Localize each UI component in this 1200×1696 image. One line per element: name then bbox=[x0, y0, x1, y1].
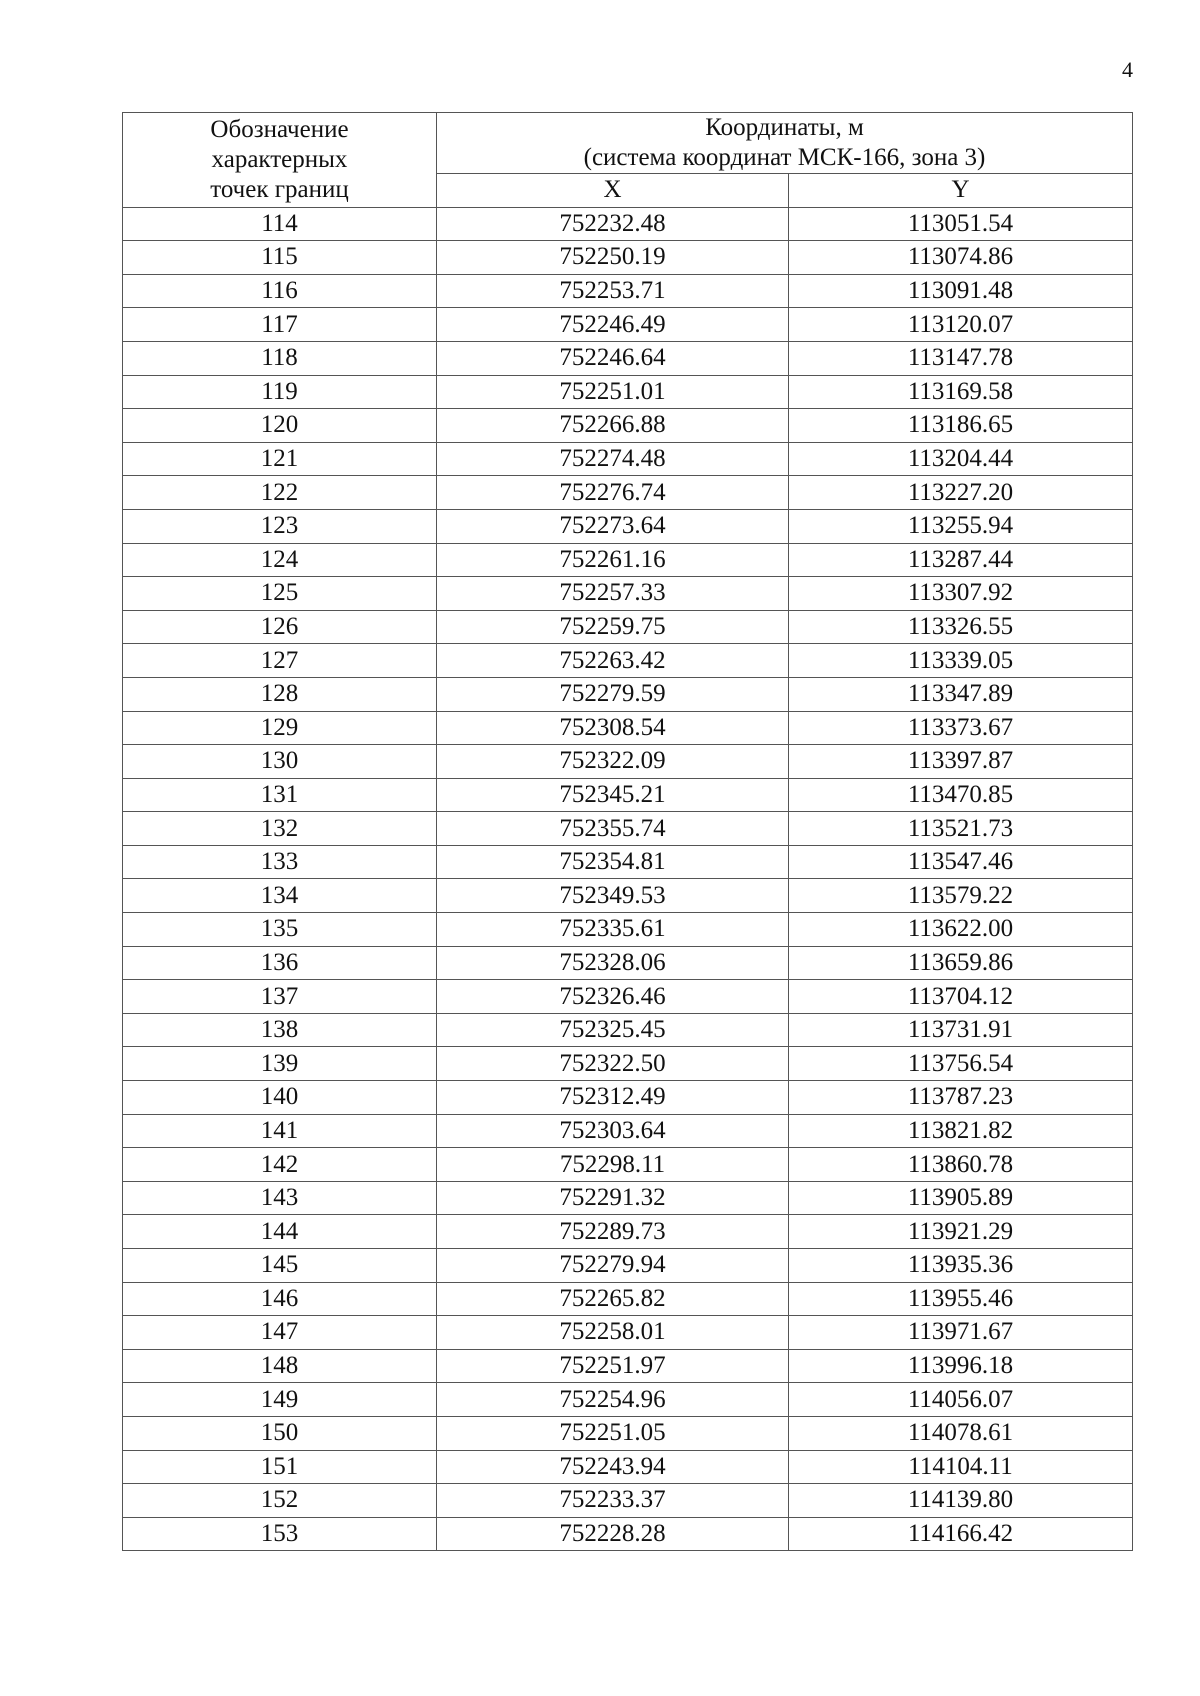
x-coordinate-cell: 752349.53 bbox=[437, 879, 789, 913]
y-coordinate-cell: 113255.94 bbox=[789, 509, 1133, 543]
y-coordinate-cell: 113186.65 bbox=[789, 409, 1133, 443]
x-coordinate-cell: 752312.49 bbox=[437, 1081, 789, 1115]
x-coordinate-cell: 752246.49 bbox=[437, 308, 789, 342]
x-coordinate-cell: 752289.73 bbox=[437, 1215, 789, 1249]
table-row bbox=[123, 308, 1133, 342]
point-header-line-2: характерных bbox=[211, 145, 348, 173]
y-coordinate-cell: 114104.11 bbox=[789, 1450, 1133, 1484]
x-coordinate-cell: 752354.81 bbox=[437, 845, 789, 879]
y-coordinate-cell: 113731.91 bbox=[789, 1013, 1133, 1047]
y-coordinate-cell: 113622.00 bbox=[789, 913, 1133, 947]
y-coordinate-cell: 114139.80 bbox=[789, 1484, 1133, 1518]
point-cell: 139 bbox=[123, 1047, 437, 1081]
coordinates-column-header bbox=[437, 113, 1133, 174]
point-cell: 150 bbox=[123, 1416, 437, 1450]
y-column-header: Y bbox=[789, 174, 1133, 208]
point-column-header bbox=[123, 113, 437, 208]
coords-header-line-1: Координаты, м bbox=[705, 114, 864, 141]
table-row bbox=[123, 241, 1133, 275]
table-row bbox=[123, 409, 1133, 443]
x-coordinate-cell: 752273.64 bbox=[437, 509, 789, 543]
table-row bbox=[123, 1148, 1133, 1182]
table-row bbox=[123, 644, 1133, 678]
point-cell: 151 bbox=[123, 1450, 437, 1484]
table-row bbox=[123, 980, 1133, 1014]
table-row bbox=[123, 1383, 1133, 1417]
point-cell: 115 bbox=[123, 241, 437, 275]
table-row bbox=[123, 946, 1133, 980]
x-coordinate-cell: 752251.05 bbox=[437, 1416, 789, 1450]
y-coordinate-cell: 113051.54 bbox=[789, 207, 1133, 241]
point-cell: 137 bbox=[123, 980, 437, 1014]
table-row bbox=[123, 1282, 1133, 1316]
y-coordinate-cell: 113704.12 bbox=[789, 980, 1133, 1014]
x-coordinate-cell: 752243.94 bbox=[437, 1450, 789, 1484]
table-row bbox=[123, 543, 1133, 577]
coords-header-line-2: (система координат МСК-166, зона 3) bbox=[583, 144, 986, 171]
table-row bbox=[123, 879, 1133, 913]
y-coordinate-cell: 113659.86 bbox=[789, 946, 1133, 980]
y-coordinate-cell: 113905.89 bbox=[789, 1181, 1133, 1215]
x-coordinate-cell: 752328.06 bbox=[437, 946, 789, 980]
y-coordinate-cell: 113935.36 bbox=[789, 1249, 1133, 1283]
y-coordinate-cell: 113547.46 bbox=[789, 845, 1133, 879]
point-cell: 131 bbox=[123, 778, 437, 812]
table-row bbox=[123, 1349, 1133, 1383]
point-cell: 132 bbox=[123, 812, 437, 846]
table-row bbox=[123, 1316, 1133, 1350]
y-coordinate-cell: 114056.07 bbox=[789, 1383, 1133, 1417]
table-row bbox=[123, 375, 1133, 409]
coordinates-table bbox=[122, 112, 1133, 1551]
point-cell: 134 bbox=[123, 879, 437, 913]
x-coordinate-cell: 752253.71 bbox=[437, 274, 789, 308]
table-row bbox=[123, 577, 1133, 611]
point-cell: 123 bbox=[123, 509, 437, 543]
x-coordinate-cell: 752261.16 bbox=[437, 543, 789, 577]
table-row bbox=[123, 778, 1133, 812]
y-coordinate-cell: 113955.46 bbox=[789, 1282, 1133, 1316]
y-coordinate-cell: 113307.92 bbox=[789, 577, 1133, 611]
point-cell: 125 bbox=[123, 577, 437, 611]
table-row bbox=[123, 1114, 1133, 1148]
x-coordinate-cell: 752279.59 bbox=[437, 677, 789, 711]
table-row bbox=[123, 509, 1133, 543]
point-cell: 133 bbox=[123, 845, 437, 879]
x-column-header: X bbox=[437, 174, 789, 208]
y-coordinate-cell: 113339.05 bbox=[789, 644, 1133, 678]
point-cell: 128 bbox=[123, 677, 437, 711]
point-cell: 136 bbox=[123, 946, 437, 980]
table-row bbox=[123, 610, 1133, 644]
y-coordinate-cell: 113971.67 bbox=[789, 1316, 1133, 1350]
x-coordinate-cell: 752251.01 bbox=[437, 375, 789, 409]
point-cell: 129 bbox=[123, 711, 437, 745]
y-coordinate-cell: 113996.18 bbox=[789, 1349, 1133, 1383]
table-row bbox=[123, 1013, 1133, 1047]
table-row bbox=[123, 341, 1133, 375]
y-coordinate-cell: 114078.61 bbox=[789, 1416, 1133, 1450]
point-cell: 117 bbox=[123, 308, 437, 342]
x-coordinate-cell: 752258.01 bbox=[437, 1316, 789, 1350]
y-coordinate-cell: 113521.73 bbox=[789, 812, 1133, 846]
x-coordinate-cell: 752259.75 bbox=[437, 610, 789, 644]
x-coordinate-cell: 752250.19 bbox=[437, 241, 789, 275]
table-row bbox=[123, 677, 1133, 711]
y-coordinate-cell: 113470.85 bbox=[789, 778, 1133, 812]
point-cell: 148 bbox=[123, 1349, 437, 1383]
point-cell: 118 bbox=[123, 341, 437, 375]
table-body bbox=[123, 207, 1133, 1551]
y-coordinate-cell: 113397.87 bbox=[789, 745, 1133, 779]
point-cell: 143 bbox=[123, 1181, 437, 1215]
table-row bbox=[123, 845, 1133, 879]
point-cell: 135 bbox=[123, 913, 437, 947]
point-cell: 145 bbox=[123, 1249, 437, 1283]
x-coordinate-cell: 752263.42 bbox=[437, 644, 789, 678]
y-coordinate-cell: 113860.78 bbox=[789, 1148, 1133, 1182]
y-coordinate-cell: 113169.58 bbox=[789, 375, 1133, 409]
table-row bbox=[123, 274, 1133, 308]
point-cell: 147 bbox=[123, 1316, 437, 1350]
y-coordinate-cell: 113326.55 bbox=[789, 610, 1133, 644]
y-coordinate-cell: 113579.22 bbox=[789, 879, 1133, 913]
x-coordinate-cell: 752265.82 bbox=[437, 1282, 789, 1316]
x-coordinate-cell: 752291.32 bbox=[437, 1181, 789, 1215]
point-cell: 146 bbox=[123, 1282, 437, 1316]
y-coordinate-cell: 113347.89 bbox=[789, 677, 1133, 711]
y-coordinate-cell: 113821.82 bbox=[789, 1114, 1133, 1148]
y-coordinate-cell: 113074.86 bbox=[789, 241, 1133, 275]
y-coordinate-cell: 113921.29 bbox=[789, 1215, 1133, 1249]
x-coordinate-cell: 752303.64 bbox=[437, 1114, 789, 1148]
y-coordinate-cell: 113787.23 bbox=[789, 1081, 1133, 1115]
y-coordinate-cell: 113373.67 bbox=[789, 711, 1133, 745]
x-coordinate-cell: 752233.37 bbox=[437, 1484, 789, 1518]
table-row bbox=[123, 812, 1133, 846]
x-coordinate-cell: 752266.88 bbox=[437, 409, 789, 443]
point-cell: 140 bbox=[123, 1081, 437, 1115]
x-coordinate-cell: 752335.61 bbox=[437, 913, 789, 947]
x-coordinate-cell: 752345.21 bbox=[437, 778, 789, 812]
y-coordinate-cell: 113091.48 bbox=[789, 274, 1133, 308]
point-header-line-1: Обозначение bbox=[210, 115, 349, 143]
table-row bbox=[123, 1081, 1133, 1115]
table-row bbox=[123, 442, 1133, 476]
x-coordinate-cell: 752228.28 bbox=[437, 1517, 789, 1551]
y-coordinate-cell: 113227.20 bbox=[789, 476, 1133, 510]
table-row bbox=[123, 1416, 1133, 1450]
table-row bbox=[123, 1249, 1133, 1283]
y-coordinate-cell: 113756.54 bbox=[789, 1047, 1133, 1081]
table-row bbox=[123, 711, 1133, 745]
point-cell: 141 bbox=[123, 1114, 437, 1148]
y-coordinate-cell: 113120.07 bbox=[789, 308, 1133, 342]
x-coordinate-cell: 752308.54 bbox=[437, 711, 789, 745]
point-cell: 121 bbox=[123, 442, 437, 476]
point-cell: 127 bbox=[123, 644, 437, 678]
x-coordinate-cell: 752232.48 bbox=[437, 207, 789, 241]
x-coordinate-cell: 752257.33 bbox=[437, 577, 789, 611]
point-cell: 138 bbox=[123, 1013, 437, 1047]
table-row bbox=[123, 1215, 1133, 1249]
point-cell: 144 bbox=[123, 1215, 437, 1249]
y-coordinate-cell: 114166.42 bbox=[789, 1517, 1133, 1551]
x-coordinate-cell: 752251.97 bbox=[437, 1349, 789, 1383]
table-row bbox=[123, 913, 1133, 947]
x-coordinate-cell: 752325.45 bbox=[437, 1013, 789, 1047]
x-coordinate-cell: 752279.94 bbox=[437, 1249, 789, 1283]
point-cell: 152 bbox=[123, 1484, 437, 1518]
x-coordinate-cell: 752254.96 bbox=[437, 1383, 789, 1417]
point-cell: 126 bbox=[123, 610, 437, 644]
table-row bbox=[123, 1047, 1133, 1081]
x-coordinate-cell: 752246.64 bbox=[437, 341, 789, 375]
table-row bbox=[123, 745, 1133, 779]
point-header-line-3: точек границ bbox=[210, 175, 349, 203]
point-cell: 153 bbox=[123, 1517, 437, 1551]
table-row bbox=[123, 1484, 1133, 1518]
table-row bbox=[123, 476, 1133, 510]
point-cell: 116 bbox=[123, 274, 437, 308]
x-coordinate-cell: 752355.74 bbox=[437, 812, 789, 846]
x-coordinate-cell: 752274.48 bbox=[437, 442, 789, 476]
point-cell: 119 bbox=[123, 375, 437, 409]
x-coordinate-cell: 752326.46 bbox=[437, 980, 789, 1014]
x-coordinate-cell: 752276.74 bbox=[437, 476, 789, 510]
x-coordinate-cell: 752322.09 bbox=[437, 745, 789, 779]
x-coordinate-cell: 752322.50 bbox=[437, 1047, 789, 1081]
table-row bbox=[123, 1181, 1133, 1215]
point-cell: 122 bbox=[123, 476, 437, 510]
table-row bbox=[123, 207, 1133, 241]
table-header bbox=[123, 113, 1133, 208]
page-number: 4 bbox=[1122, 57, 1133, 82]
point-cell: 149 bbox=[123, 1383, 437, 1417]
point-cell: 120 bbox=[123, 409, 437, 443]
point-cell: 124 bbox=[123, 543, 437, 577]
table-row bbox=[123, 1450, 1133, 1484]
point-cell: 114 bbox=[123, 207, 437, 241]
y-coordinate-cell: 113147.78 bbox=[789, 341, 1133, 375]
y-coordinate-cell: 113204.44 bbox=[789, 442, 1133, 476]
point-cell: 142 bbox=[123, 1148, 437, 1182]
table-row bbox=[123, 1517, 1133, 1551]
x-coordinate-cell: 752298.11 bbox=[437, 1148, 789, 1182]
point-cell: 130 bbox=[123, 745, 437, 779]
y-coordinate-cell: 113287.44 bbox=[789, 543, 1133, 577]
